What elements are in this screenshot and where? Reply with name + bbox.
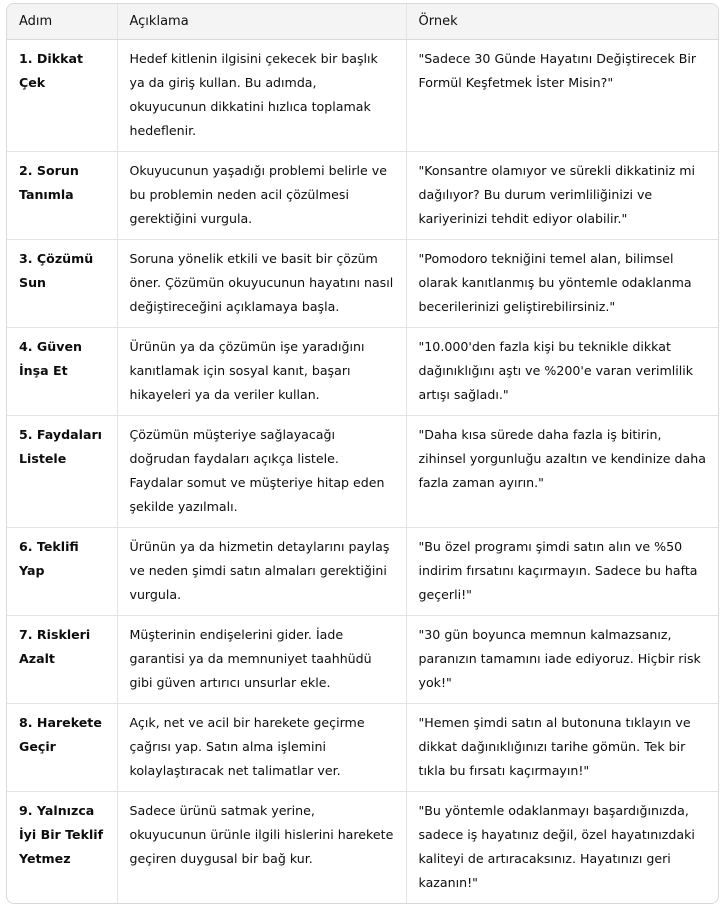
- description-cell: Açık, net ve acil bir harekete geçirme çağrısı yap. Satın alma işlemini kolaylaştıracak net talimatlar ver.: [117, 704, 406, 792]
- description-cell: Hedef kitlenin ilgisini çekecek bir başlık ya da giriş kullan. Bu adımda, okuyucunun dikkatini hızlıca toplamak hedeflenir.: [117, 40, 406, 152]
- table-header-row: [7, 4, 718, 40]
- description-cell: Soruna yönelik etkili ve basit bir çözüm öner. Çözümün okuyucunun hayatını nasıl değiştireceğini açıklamaya başla.: [117, 240, 406, 328]
- table-row: [7, 616, 718, 704]
- description-cell: Müşterinin endişelerini gider. İade garantisi ya da memnuniyet taahhüdü gibi güven artırıcı unsurlar ekle.: [117, 616, 406, 704]
- description-cell: Çözümün müşteriye sağlayacağı doğrudan faydaları açıkça listele. Faydalar somut ve müşteriye hitap eden şekilde yazılmalı.: [117, 416, 406, 528]
- table-row: [7, 152, 718, 240]
- step-cell: 9. Yalnızca İyi Bir Teklif Yetmez: [7, 792, 117, 904]
- step-cell: 2. Sorun Tanımla: [7, 152, 117, 240]
- example-cell: "10.000'den fazla kişi bu teknikle dikkat dağınıklığını aştı ve %200'e varan verimlilik artışı sağladı.": [406, 328, 718, 416]
- step-cell: 4. Güven İnşa Et: [7, 328, 117, 416]
- table-row: [7, 40, 718, 152]
- table-row: [7, 240, 718, 328]
- column-header-description: Açıklama: [117, 4, 406, 40]
- example-cell: "Daha kısa sürede daha fazla iş bitirin, zihinsel yorgunluğu azaltın ve kendinize daha fazla zaman ayırın.": [406, 416, 718, 528]
- example-cell: "Bu özel programı şimdi satın alın ve %50 indirim fırsatını kaçırmayın. Sadece bu hafta geçerli!": [406, 528, 718, 616]
- example-cell: "Pomodoro tekniğini temel alan, bilimsel olarak kanıtlanmış bu yöntemle odaklanma becerilerinizi geliştirebilirsiniz.": [406, 240, 718, 328]
- step-cell: 8. Harekete Geçir: [7, 704, 117, 792]
- table-row: [7, 328, 718, 416]
- step-cell: 1. Dikkat Çek: [19, 51, 83, 90]
- table-row: [7, 416, 718, 528]
- example-cell: "Konsantre olamıyor ve sürekli dikkatiniz mi dağılıyor? Bu durum verimliliğinizi ve kariyerinizi tehdit ediyor olabilir.": [406, 152, 718, 240]
- column-header-step: Adım: [7, 4, 117, 40]
- step-cell: 5. Faydaları Listele: [7, 416, 117, 528]
- steps-table: [7, 4, 718, 903]
- steps-table-container: [6, 3, 719, 904]
- table-row: [7, 792, 718, 904]
- description-cell: Sadece ürünü satmak yerine, okuyucunun ürünle ilgili hislerini harekete geçiren duygusal bir bağ kur.: [117, 792, 406, 904]
- example-cell: "Bu yöntemle odaklanmayı başardığınızda, sadece iş hayatınız değil, özel hayatınızdaki kaliteyi de artıracaksınız. Hayatınızı geri kazanın!": [406, 792, 718, 904]
- step-cell: 7. Riskleri Azalt: [7, 616, 117, 704]
- step-cell: 6. Teklifi Yap: [7, 528, 117, 616]
- description-cell: Okuyucunun yaşadığı problemi belirle ve bu problemin neden acil çözülmesi gerektiğini vurgula.: [117, 152, 406, 240]
- example-cell: "Hemen şimdi satın al butonuna tıklayın ve dikkat dağınıklığınızı tarihe gömün. Tek bir tıkla bu fırsatı kaçırmayın!": [406, 704, 718, 792]
- description-cell: Ürünün ya da hizmetin detaylarını paylaş ve neden şimdi satın almaları gerektiğini vurgula.: [117, 528, 406, 616]
- description-cell: Ürünün ya da çözümün işe yaradığını kanıtlamak için sosyal kanıt, başarı hikayeleri ya da veriler kullan.: [117, 328, 406, 416]
- table-row: [7, 528, 718, 616]
- step-cell: 3. Çözümü Sun: [7, 240, 117, 328]
- example-cell: "30 gün boyunca memnun kalmazsanız, paranızın tamamını iade ediyoruz. Hiçbir risk yok!": [406, 616, 718, 704]
- column-header-example: Örnek: [406, 4, 718, 40]
- example-cell: "Sadece 30 Günde Hayatını Değiştirecek Bir Formül Keşfetmek İster Misin?": [406, 40, 718, 152]
- table-row: [7, 704, 718, 792]
